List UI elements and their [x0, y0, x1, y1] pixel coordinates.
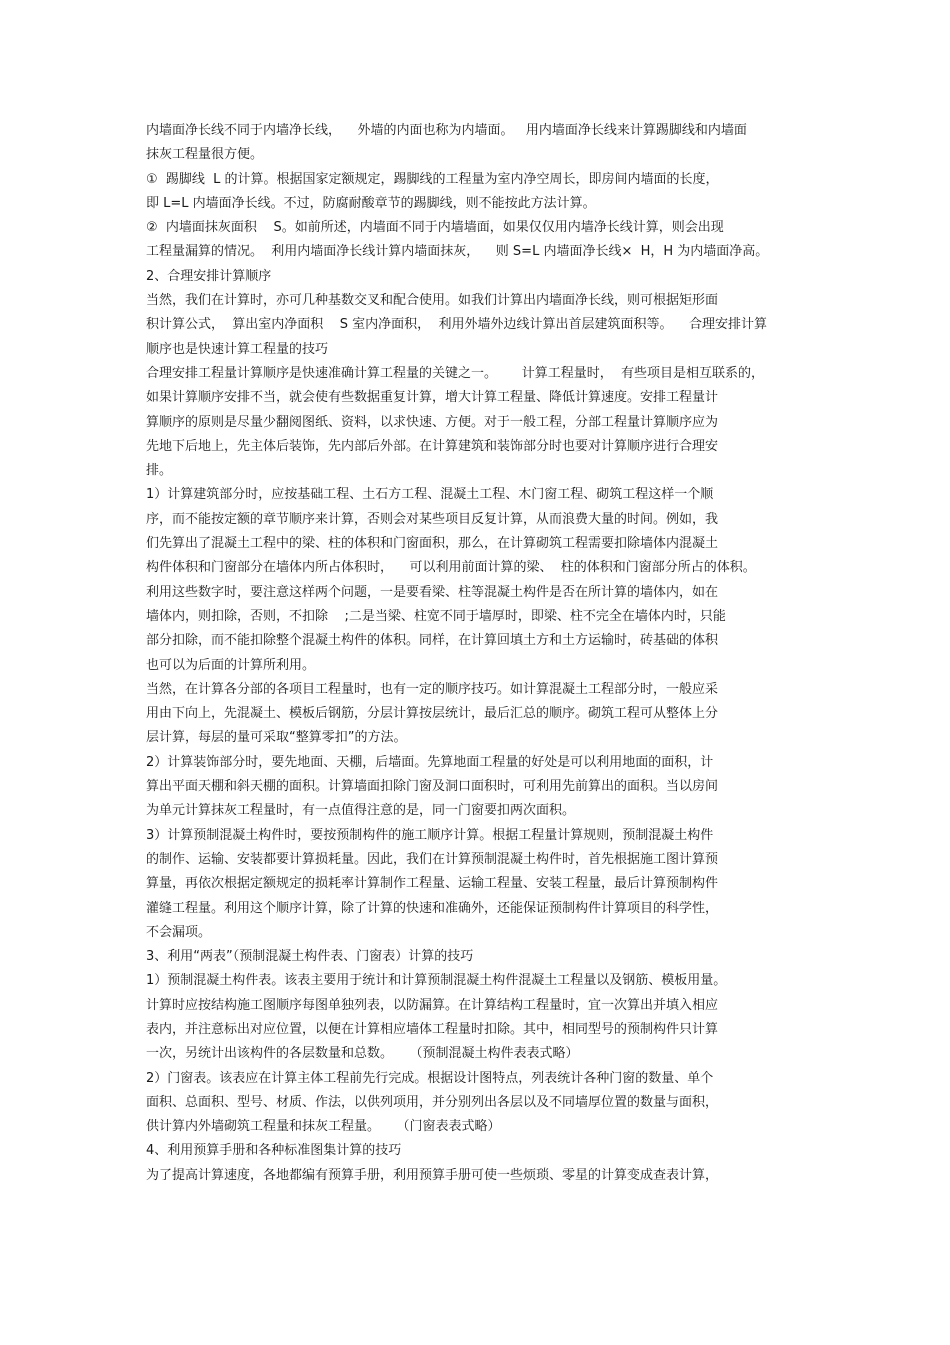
text-line: ② 内墙面抹灰面积 S。如前所述，内墙面不同于内墙墙面，如果仅仅用内墙净长线计算，则会出现: [146, 220, 724, 236]
text-line: 墙体内，则扣除，否则，不扣除 ;二是当梁、柱宽不同于墙厚时，即梁、柱不完全在墙体内时，只能: [146, 608, 726, 624]
text-line: 内墙面净长线不同于内墙净长线， 外墙的内面也称为内墙面。 用内墙面净长线来计算踢脚线和内墙面: [146, 123, 747, 138]
text-line: 排。: [146, 463, 173, 479]
text-line: 利用这些数字时，要注意这样两个问题，一是要看梁、柱等混凝土构件是否在所计算的墙体内，如在: [146, 584, 719, 600]
text-line: 们先算出了混凝土工程中的梁、柱的体积和门窗面积，那么，在计算砌筑工程需要扣除墙体内混凝土: [146, 536, 719, 552]
text-line: 序，而不能按定额的章节顺序来计算，否则会对某些项目反复计算，从而浪费大量的时间。例如，我: [146, 511, 719, 527]
text-line: 用由下向上，先混凝土、模板后钢筋，分层计算按层统计，最后汇总的顺序。砌筑工程可从整体上分: [146, 706, 719, 722]
text-line: 为了提高计算速度，各地都编有预算手册，利用预算手册可使一些烦琐、零星的计算变成查表计算，: [146, 1167, 719, 1183]
text-line: 2）门窗表。该表应在计算主体工程前先行完成。根据设计图特点，列表统计各种门窗的数量、单个: [146, 1070, 714, 1086]
text-line: 部分扣除，而不能扣除整个混凝土构件的体积。同样，在计算回填土方和土方运输时，砖基础的体积: [146, 633, 719, 649]
text-line: 供计算内外墙砌筑工程量和抹灰工程量。 （门窗表表式略）: [146, 1119, 501, 1135]
text-line: 合理安排工程量计算顺序是快速准确计算工程量的关键之一。 计算工程量时， 有些项目是相互联系的，: [146, 365, 765, 381]
text-line: 也可以为后面的计算所利用。: [146, 657, 316, 673]
text-line: 2、合理安排计算顺序: [146, 268, 272, 284]
text-line: 表内，并注意标出对应位置，以便在计算相应墙体工程量时扣除。其中，相同型号的预制构件只计算: [146, 1021, 719, 1037]
text-line: 灌缝工程量。利用这个顺序计算，除了计算的快速和准确外，还能保证预制构件计算项目的科学性，: [146, 900, 719, 916]
text-line: 3、利用“两表”（预制混凝土构件表、门窗表）计算的技巧: [146, 949, 474, 965]
text-line: 工程量漏算的情况。 利用内墙面净长线计算内墙面抹灰， 则 S=L 内墙面净长线× H，H 为内墙面净高。: [146, 244, 769, 260]
text-line: ① 踢脚线 L 的计算。根据国家定额规定，踢脚线的工程量为室内净空周长，即房间内墙面的长度，: [146, 171, 719, 187]
text-line: 当然，在计算各分部的各项目工程量时，也有一定的顺序技巧。如计算混凝土工程部分时，一般应采: [146, 681, 719, 697]
text-line: 如果计算顺序安排不当，就会使有些数据重复计算，增大计算工程量、降低计算速度。安排工程量计: [146, 390, 719, 406]
text-line: 算顺序的原则是尽量少翻阅图纸、资料，以求快速、方便。对于一般工程，分部工程量计算顺序应为: [146, 414, 719, 430]
text-line: 顺序也是快速计算工程量的技巧: [146, 341, 329, 357]
text-line: 算出平面天棚和斜天棚的面积。计算墙面扣除门窗及洞口面积时，可利用先前算出的面积。当以房间: [146, 779, 719, 795]
text-line: 构件体积和门窗部分在墙体内所占体积时， 可以利用前面计算的梁、 柱的体积和门窗部分所占的体积。: [146, 560, 756, 576]
text-line: 4、利用预算手册和各种标准图集计算的技巧: [146, 1143, 402, 1159]
document-body: [146, 119, 836, 1188]
text-line: 算量，再依次根据定额规定的损耗率计算制作工程量、运输工程量、安装工程量，最后计算预制构件: [146, 876, 719, 892]
text-line: 为单元计算抹灰工程量时，有一点值得注意的是，同一门窗要扣两次面积。: [146, 803, 576, 819]
text-line: 计算时应按结构施工图顺序每图单独列表，以防漏算。在计算结构工程量时，宜一次算出并填入相应: [146, 997, 719, 1013]
text-line: 的制作、运输、安装都要计算损耗量。因此，我们在计算预制混凝土构件时，首先根据施工图计算预: [146, 851, 719, 867]
text-line: 积计算公式， 算出室内净面积 S 室内净面积， 利用外墙外边线计算出首层建筑面积等。 合理安排计算: [146, 317, 767, 333]
text-line: 1）计算建筑部分时，应按基础工程、土石方工程、混凝土工程、木门窗工程、砌筑工程这样一个顺: [146, 487, 714, 503]
text-line: 1）预制混凝土构件表。该表主要用于统计和计算预制混凝土构件混凝土工程量以及钢筋、模板用量。: [146, 973, 727, 989]
text-line: 面积、总面积、型号、材质、作法，以供列项用，并分别列出各层以及不同墙厚位置的数量与面积，: [146, 1094, 719, 1110]
text-line: 抹灰工程量很方便。: [146, 147, 264, 163]
text-line: 不会漏项。: [146, 924, 212, 940]
text-line: 3）计算预制混凝土构件时，要按预制构件的施工顺序计算。根据工程量计算规则，预制混凝土构件: [146, 827, 714, 843]
text-line: 即 L=L 内墙面净长线。不过，防腐耐酸章节的踢脚线，则不能按此方法计算。: [146, 195, 596, 211]
text-line: 层计算，每层的量可采取“整算零扣”的方法。: [146, 730, 407, 746]
text-line: 2）计算装饰部分时，要先地面、天棚，后墙面。先算地面工程量的好处是可以利用地面的面积，计: [146, 754, 714, 770]
text-line: 先地下后地上，先主体后装饰，先内部后外部。在计算建筑和装饰部分时也要对计算顺序进行合理安: [146, 438, 719, 454]
text-line: 一次，另统计出该构件的各层数量和总数。 （预制混凝土构件表表式略）: [146, 1046, 579, 1062]
text-line: 当然，我们在计算时，亦可几种基数交叉和配合使用。如我们计算出内墙面净长线，则可根据矩形面: [146, 293, 719, 309]
